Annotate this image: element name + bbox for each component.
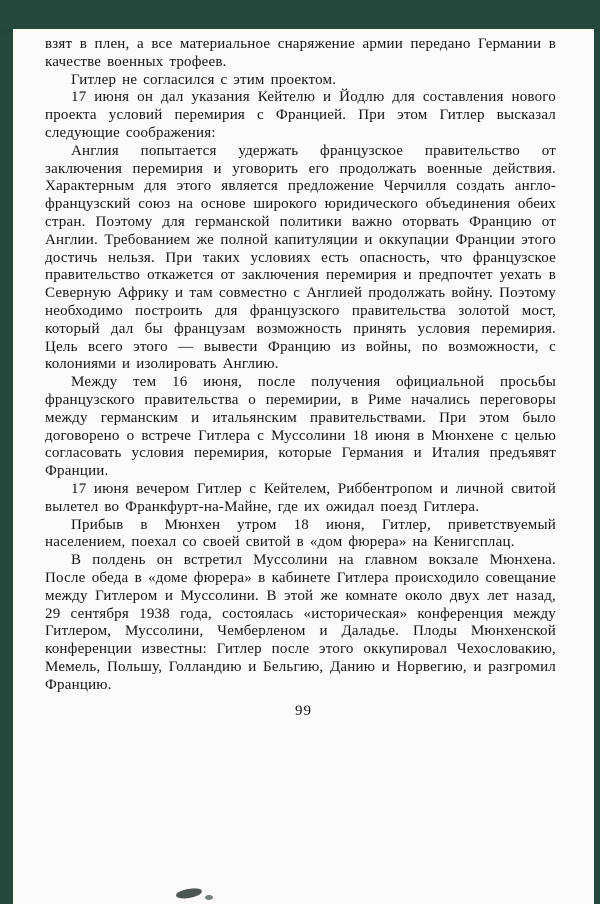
- paragraph: В полдень он встретил Муссолини на главном вокзале Мюнхена. После обеда в «доме фюрера» в кабинете Гитлера происходило совещание между Гитлером и Муссолини. В этой же комнате около двух лет назад, 29 сентября 1938 года, состоялась «историческая» конференция между Гитлером, Муссолини, Чемберленом и Даладье. Плоды Мюнхенской конференции известны: Гитлер после этого оккупировал Чехословакию, Мемель, Польшу, Голландию и Бельгию, Данию и Норвегию, и разгромил Францию.: [45, 552, 556, 693]
- scan-artifact: [205, 895, 213, 900]
- page-number: 99: [295, 703, 312, 720]
- page-text: [13, 29, 594, 694]
- book-page: [13, 29, 594, 904]
- paragraph: Между тем 16 июня, после получения официальной просьбы французского правительства о перемирии, в Риме начались переговоры между германским и итальянским правительствами. При этом было договорено о встрече Гитлера с Муссолини 18 июня в Мюнхене с целью согласовать условия перемирия, которые Германия и Италия предъявят Франции.: [45, 374, 556, 480]
- paragraph: взят в плен, а все материальное снаряжение армии передано Германии в качестве военных трофеев.: [45, 36, 556, 70]
- scan-edge-right: [594, 0, 600, 904]
- scan-edge-top: [0, 0, 600, 29]
- paragraph: 17 июня вечером Гитлер с Кейтелем, Риббентропом и личной свитой вылетел во Франкфурт-на-Майне, где их ожидал поезд Гитлера.: [45, 480, 556, 515]
- paragraph: Прибыв в Мюнхен утром 18 июня, Гитлер, приветствуемый населением, поехал со своей свитой в «дом фюрера» на Кенигсплац.: [45, 516, 556, 551]
- paragraph: Англия попытается удержать французское правительство от заключения перемирия и уговорить его продолжать военные действия. Характерным для этого является предложение Черчилля создать англо-французский союз на основе широкого юридического объединения обеих стран. Поэтому для германской политики важно оторвать Францию от Англии. Требованием же полной капитуляции и оккупации Франции этого достичь нельзя. При таких условиях есть опасность, что французское правительство откажется от заключения перемирия и предпочтет уехать в Северную Африку и там совместно с Англией продолжать войну. Поэтому необходимо построить для французского правительства золотой мост, который дал бы французам возможность принять условия перемирия. Цель всего этого — вывести Францию из войны, по возможности, с колониями и изолировать Англию.: [45, 142, 556, 373]
- paragraph: Гитлер не согласился с этим проектом.: [71, 71, 337, 88]
- scan-edge-left: [0, 0, 13, 904]
- paragraph: 17 июня он дал указания Кейтелю и Йодлю для составления нового проекта условий перемирия с Францией. При этом Гитлер высказал следующие соображения:: [45, 89, 556, 141]
